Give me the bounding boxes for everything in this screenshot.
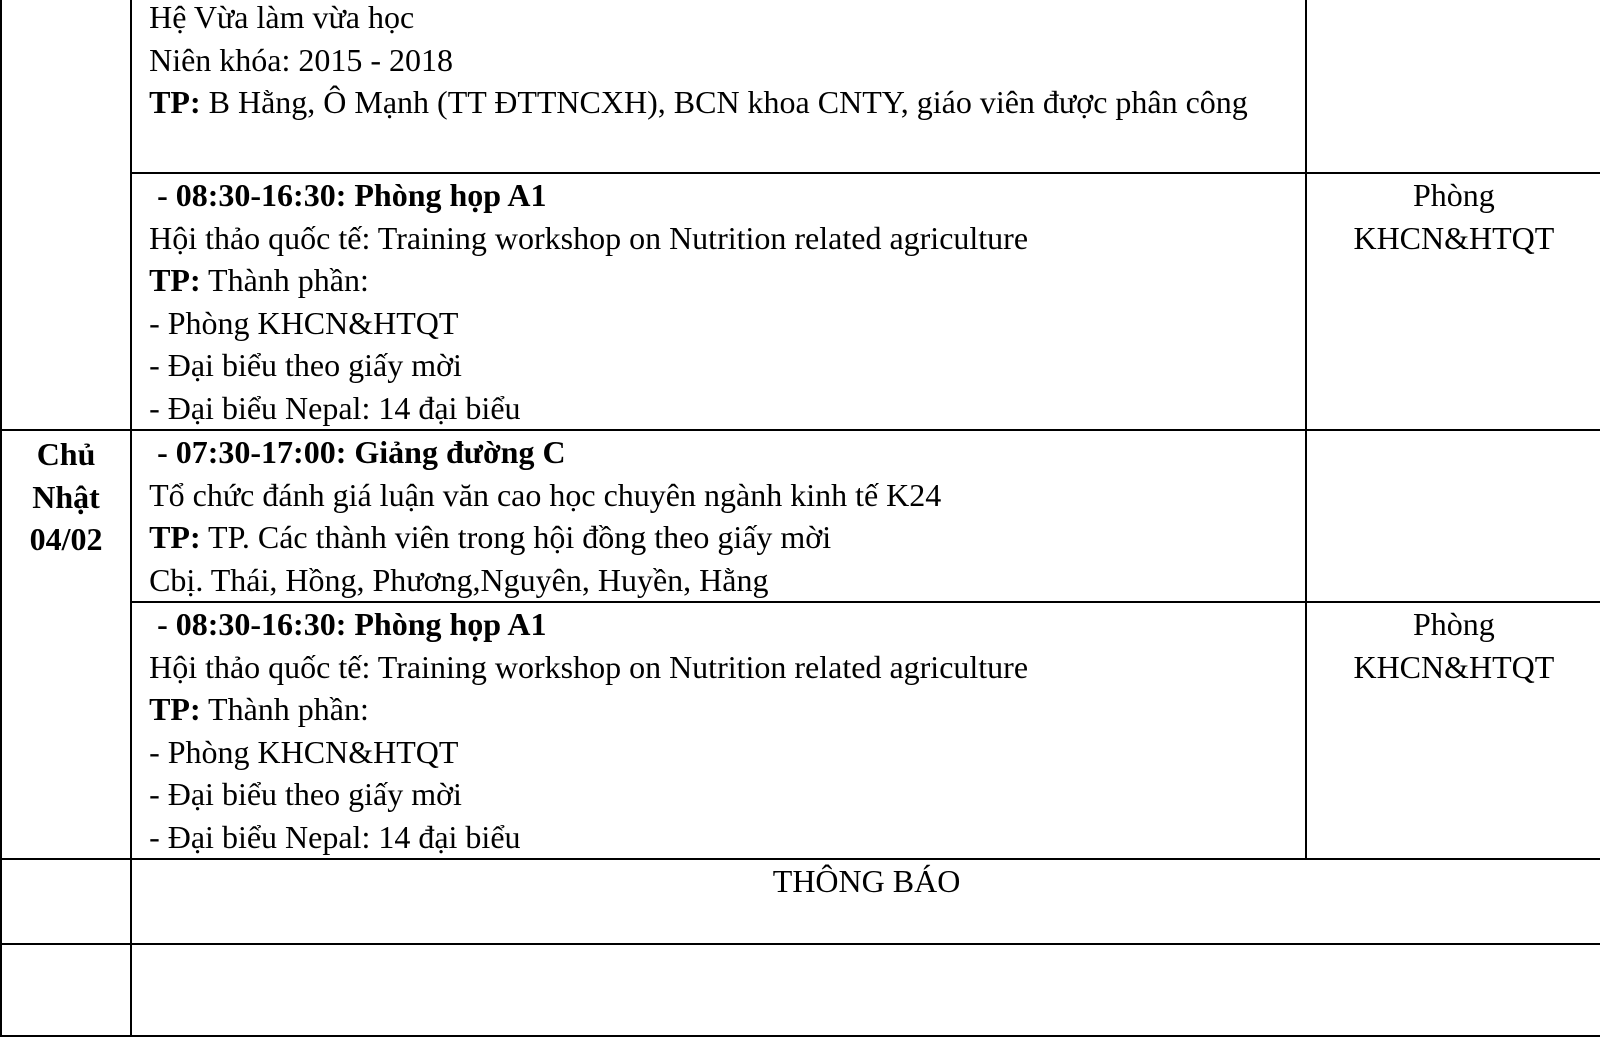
empty-content-cell: [131, 944, 1600, 1036]
day-date: 04/02: [29, 521, 103, 557]
schedule-row: [1, 602, 1600, 859]
schedule-row: [1, 0, 1600, 173]
participants-text: Thành phần:: [208, 691, 369, 727]
event-participants: [149, 688, 1288, 731]
event-title: Tổ chức đánh giá luận văn cao học chuyên ngành kinh tế K24: [149, 476, 942, 513]
participants-label: TP:: [149, 262, 201, 298]
responsible-unit: [1306, 173, 1600, 430]
participant-item: - Đại biểu Nepal: 14 đại biểu: [149, 818, 521, 855]
notice-cell: [131, 859, 1600, 944]
unit-line: Phòng: [1413, 606, 1495, 642]
participant-item: - Phòng KHCN&HTQT: [149, 733, 459, 770]
participant-item: - Đại biểu Nepal: 14 đại biểu: [149, 389, 521, 426]
event-participants: [149, 516, 1288, 559]
schedule-row: [1, 173, 1600, 430]
day-cell: [1, 430, 131, 859]
event-time-location: - 08:30-16:30: Phòng họp A1: [157, 177, 547, 213]
unit-line: Phòng: [1413, 177, 1495, 213]
event-time-location: - 07:30-17:00: Giảng đường C: [157, 434, 566, 470]
participant-item: - Đại biểu theo giấy mời: [149, 347, 462, 383]
participant-item: - Phòng KHCN&HTQT: [149, 304, 459, 341]
participants-text: Thành phần:: [208, 262, 369, 298]
participants-label: TP:: [149, 84, 201, 120]
responsible-unit: [1306, 602, 1600, 859]
event-content: [131, 430, 1306, 602]
event-title: Hội thảo quốc tế: Training workshop on Nutrition related agriculture: [149, 219, 1029, 256]
participants-label: TP:: [149, 519, 201, 555]
notice-title: THÔNG BÁO: [772, 863, 961, 899]
unit-line: KHCN&HTQT: [1353, 648, 1555, 685]
day-cell-empty: [1, 0, 131, 430]
participants-label: TP:: [149, 691, 201, 727]
event-content: [131, 0, 1306, 173]
schedule-row: [1, 430, 1600, 602]
participants-text: B Hằng, Ô Mạnh (TT ĐTTNCXH), BCN khoa CNTY, giáo viên được phân công: [208, 84, 1248, 120]
event-time-location: - 08:30-16:30: Phòng họp A1: [157, 606, 547, 642]
notice-day-cell: [1, 859, 131, 944]
event-title: Hội thảo quốc tế: Training workshop on Nutrition related agriculture: [149, 648, 1029, 685]
participant-item: - Đại biểu theo giấy mời: [149, 776, 462, 812]
empty-row: [1, 944, 1600, 1036]
unit-line: KHCN&HTQT: [1353, 219, 1555, 256]
notice-row: [1, 859, 1600, 944]
participants-text: TP. Các thành viên trong hội đồng theo giấy mời: [208, 519, 832, 555]
event-participants: [149, 259, 1288, 302]
event-line: Hệ Vừa làm vừa học: [149, 0, 415, 35]
event-content: [131, 173, 1306, 430]
event-line: Niên khóa: 2015 - 2018: [149, 41, 454, 78]
preparation-line: Cbị. Thái, Hồng, Phương,Nguyên, Huyền, Hằng: [149, 561, 769, 598]
event-content: [131, 602, 1306, 859]
day-name: Nhật: [32, 478, 100, 515]
unit-cell-empty: [1306, 430, 1600, 602]
event-participants: [149, 81, 1288, 124]
unit-cell-empty: [1306, 0, 1600, 173]
empty-day-cell: [1, 944, 131, 1036]
day-name: Chủ: [36, 436, 96, 472]
